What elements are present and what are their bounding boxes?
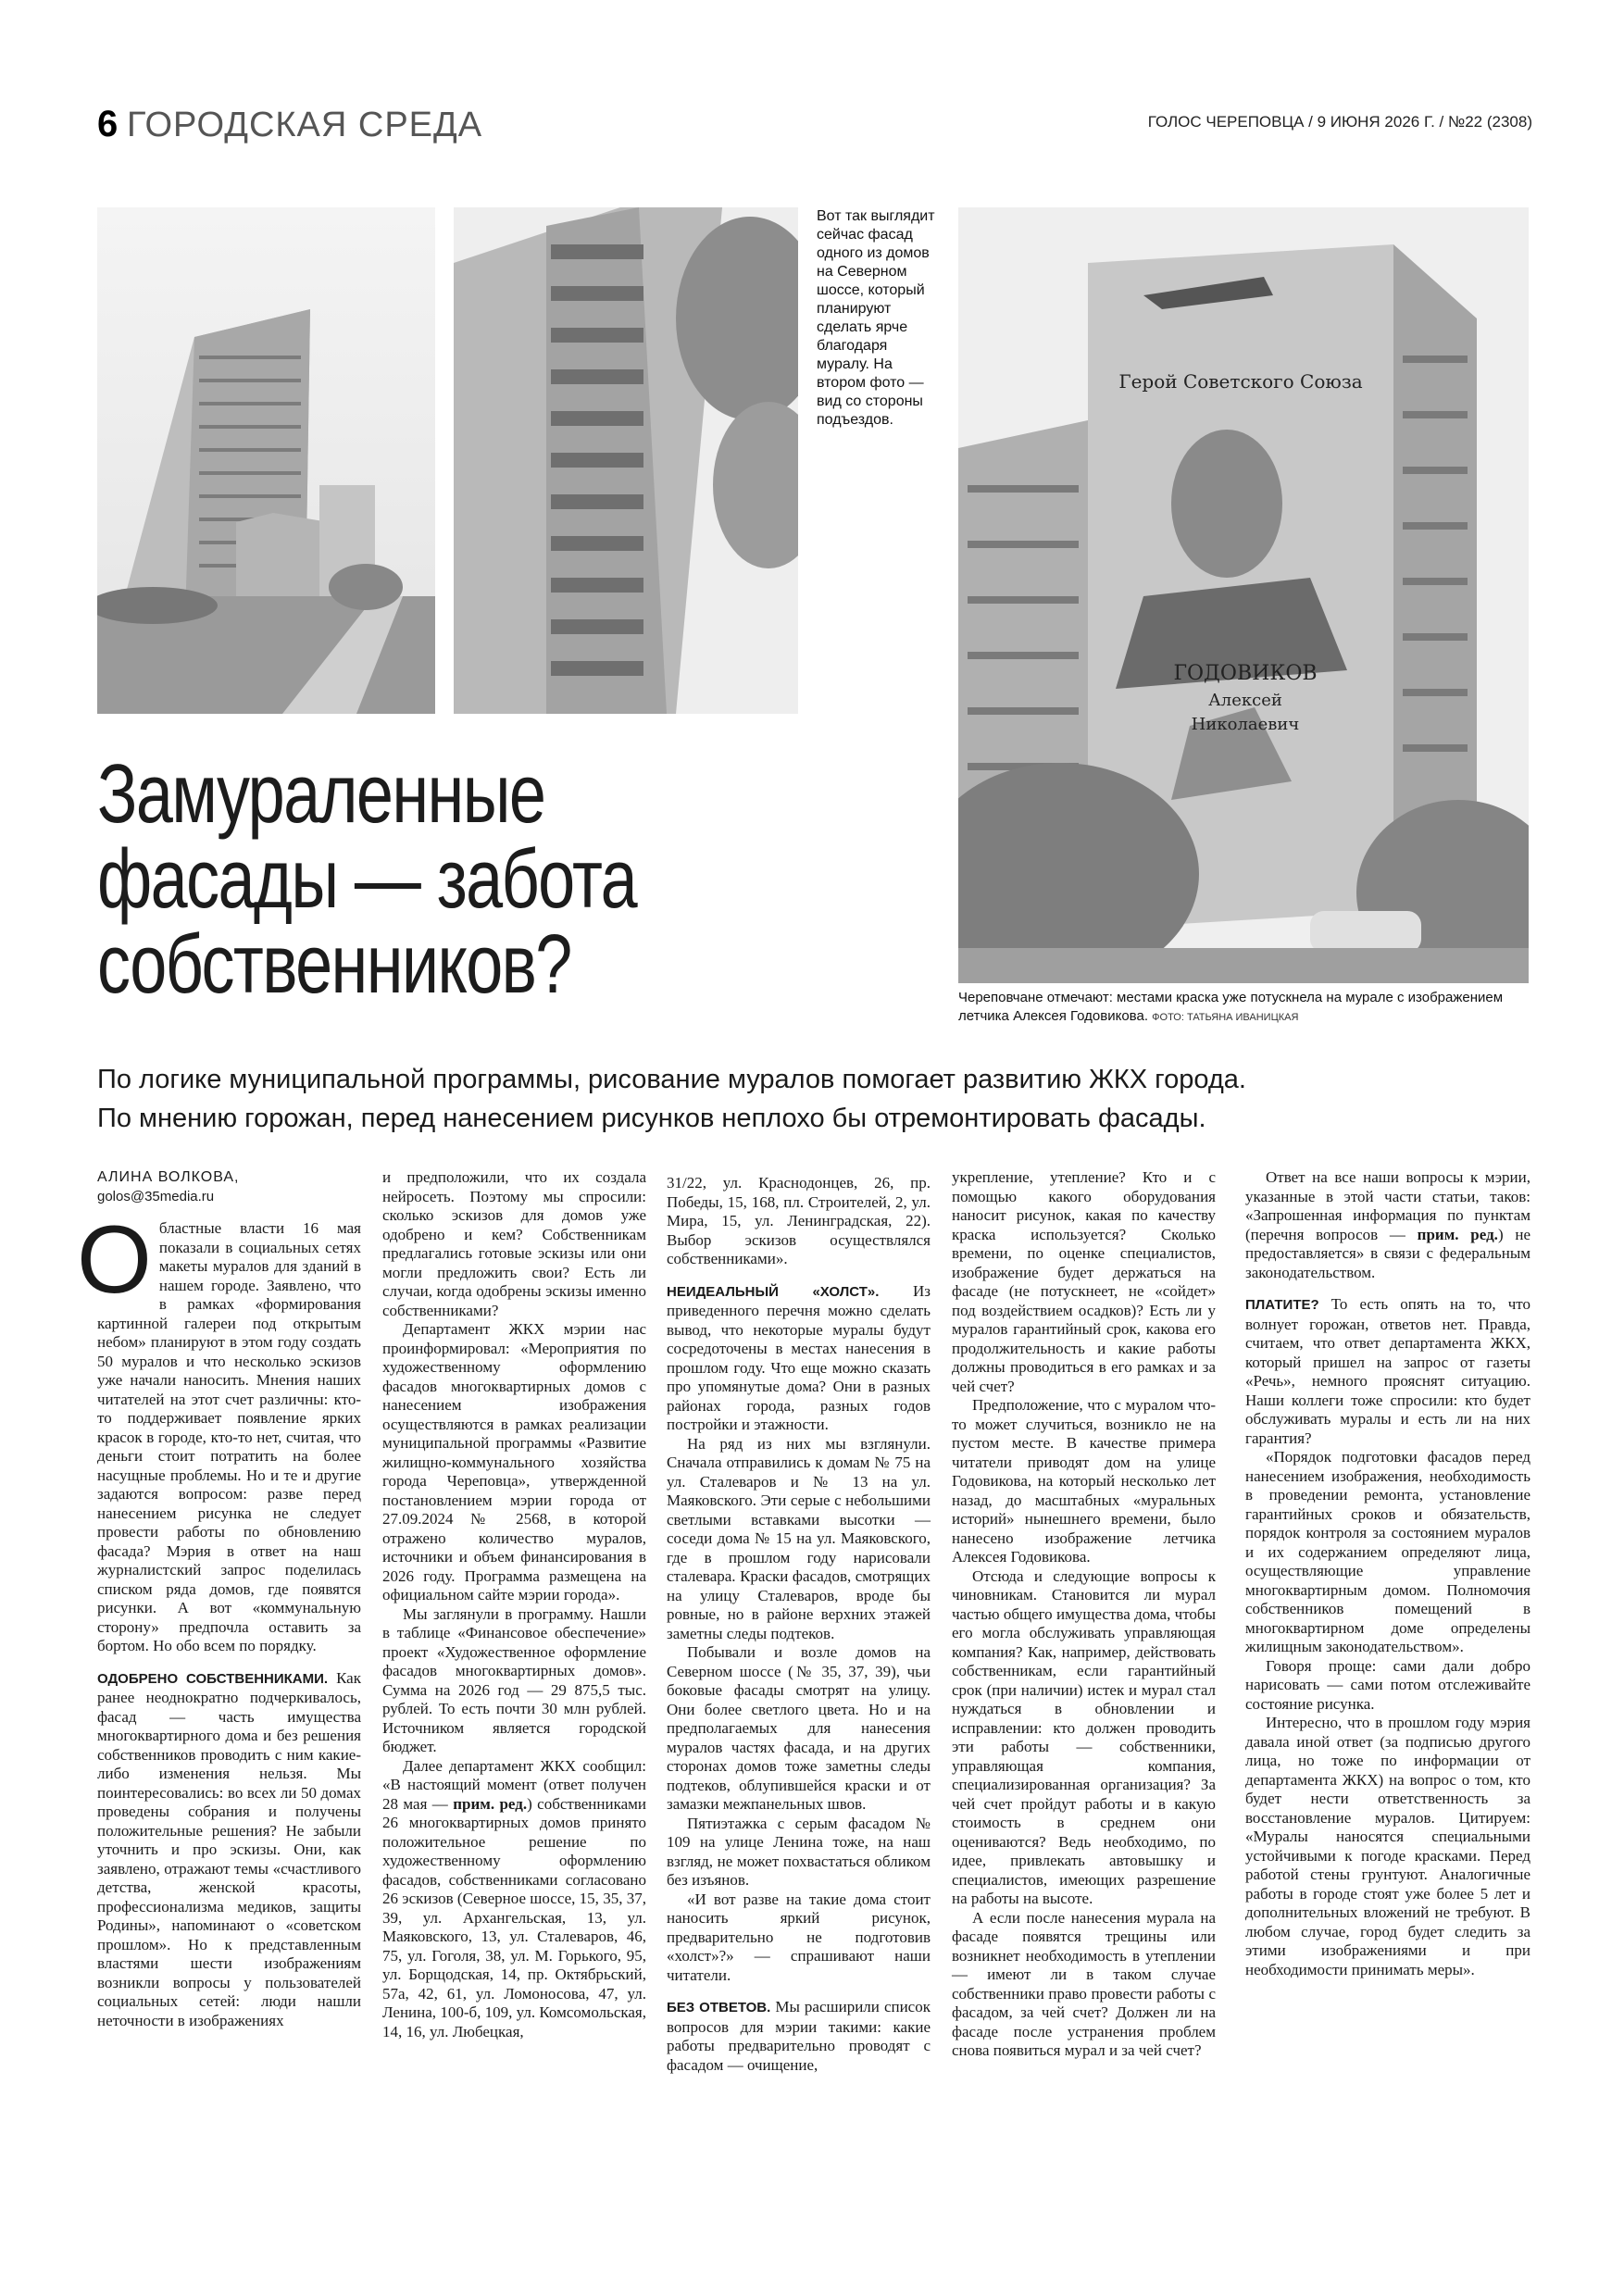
section-title: ГОРОДСКАЯ СРЕДА [127, 106, 483, 144]
main-caption-text: Череповчане отмечают: местами краска уже потускнела на мурале с изображением летчика Алексея Годовикова. [958, 990, 1504, 1024]
article-column-4 [952, 1168, 1216, 2061]
paragraph: Далее департамент ЖКХ сообщил: «В настоящий момент (ответ получен 28 мая — прим. ред.) собственниками 26 многоквартирных домов принято положительное решение по художественному оформлению фасадов, собственниками согласовано 26 эскизов (Северное шоссе, 15, 35, 37, 39, ул. Архангельская, 13, ул. Маяковского, 13, ул. Сталеваров, 46, 75, ул. Гоголя, 38, ул. М. Горького, 95, ул. Борщодская, 14, пр. Октябрьский, 57а, 42, 61, ул. Ломоносова, 47, ул. Ленина, 100-б, 109, ул. Комсомольская, 14, 16, ул. Любецкая, [382, 1756, 647, 2040]
paragraph: и предположили, что их создала нейросеть. Поэтому мы спросили: сколько эскизов для домов уже одобрено и кем? Собственникам предлагались готовые эскизы или они могли предложить свои? Есть ли случаи, когда одобрены эскизы именно собственниками? [382, 1168, 646, 1319]
paragraph: ПЛАТИТЕ? То есть опять на то, что волнует горожан, ответов нет. Правда, считаем, что ответ департамента ЖКХ, который пришел на запрос от газеты «Речь», немного прояснят ситуацию. Наши коллеги тоже спросили: кто будет обслуживать муралы и есть ли на них гарантия? [1245, 1295, 1530, 1447]
paragraph: Предположение, что с муралом что-то может случиться, возникло не на пустом месте. В качестве примера читатели приводят дом на улице Годовикова, на который несколько лет назад, до масштабных «муральных историй» нынешнего времени, было нанесено изображение летчика Алексея Годовикова. [952, 1396, 1216, 1566]
article-column-1 [77, 1168, 361, 2030]
paragraph: Побывали и возле домов на Северном шоссе (№ 35, 37, 39), чьи боковые фасады смотрят на улицу. Они более светлого цвета. Но и на предполагаемых для нанесения муралов частях фасада, и на других сторонах домов тоже заметны следы подтеков, облупившейся краски и от замазки межпанельных швов. [667, 1643, 931, 1813]
paragraph: БЕЗ ОТВЕТОВ. Мы расширили список вопросов для мэрии такими: какие работы предварительно проводят с фасадом — очищение, [667, 1998, 931, 2074]
subheading: ОДОБРЕНО СОБСТВЕННИКАМИ. [97, 1670, 329, 1687]
article-column-2 [382, 1168, 646, 2041]
page-header [97, 104, 1532, 150]
photo-main-caption [958, 989, 1532, 1027]
headline-line: Замураленные [97, 748, 545, 841]
paragraph: НЕИДЕАЛЬНЫЙ «ХОЛСТ». Из приведенного перечня можно сделать вывод, что некоторые муралы будут сосредоточены в местах нанесения в прошлом году. Что еще можно сказать про упомянутые дома? Они в разных районах города, разных годов постройки и этажности. [667, 1281, 931, 1433]
headline-line: собственников? [97, 918, 571, 1011]
paragraph: ОДОБРЕНО СОБСТВЕННИКАМИ. Как ранее неоднократно подчеркивалось, фасад — часть имущества многоквартирного дома и без решения собственников проводить с ним какие-либо изменения нельзя. Мы поинтересовались: во всех ли 50 домах проведены собрания и получены положительные решения? Не забыли уточнить и про эскизы. Они, как заявлено, отражают темы «счастливого детства, женской красоты, профессионализма медиков, защиты Родины», напоминают о «советском прошлом». Но к представленным властями шести изображениям возникли вопросы у пользователей социальных сетей: люди нашли неточности в изображениях [97, 1668, 361, 2029]
paragraph: Ответ на все наши вопросы к мэрии, указанные в этой части статьи, таков: «Запрошенная информация по пунктам (перечня вопросов — прим. ред.) не предоставляется» в связи с федеральным законодательством. [1245, 1168, 1530, 1281]
lead-line: По мнению горожан, перед нанесением рисунков неплохо бы отремонтировать фасады. [97, 1104, 1206, 1133]
paragraph: Говоря проще: сами дали добро нарисовать — сами потом отслеживайте состояние рисунка. [1245, 1656, 1530, 1713]
photo-credit: ФОТО: ТАТЬЯНА ИВАНИЦКАЯ [1152, 1012, 1299, 1023]
headline-line: фасады — забота [97, 833, 637, 926]
subheading: ПЛАТИТЕ? [1245, 1297, 1319, 1313]
subheading: НЕИДЕАЛЬНЫЙ «ХОЛСТ». [667, 1283, 880, 1300]
author-byline: АЛИНА ВОЛКОВА, [97, 1169, 240, 1185]
subheading: БЕЗ ОТВЕТОВ. [667, 2000, 771, 2015]
paragraph: Пятиэтажка с серым фасадом № 109 на улице Ленина тоже, на наш взгляд, не может похвастаться обликом без изъянов. [667, 1814, 931, 1889]
paragraph: 31/22, ул. Краснодонцев, 26, пр. Победы, 15, 168, пл. Строителей, 2, ул. Мира, 15, ул. Ленинградская, 22). Выбор эскизов осуществлялся собственниками». [667, 1174, 931, 1267]
paragraph: укрепление, утепление? Кто и с помощью какого оборудования наносит рисунок, какая по качеству краска используется? Сколько времени, по оценке специалистов, изображение будет держаться на фасаде (не потускнеет, не «сойдет» под воздействием осадков)? Есть ли у муралов гарантийный срок, какова его продолжительность и какие работы должны проводиться в его рамках и за чей счет? [952, 1168, 1216, 1395]
article-headline [97, 748, 764, 1011]
author-email[interactable]: golos@35media.ru [97, 1188, 215, 1204]
drop-cap: О [77, 1206, 152, 1314]
article-column-5 [1245, 1168, 1530, 1979]
masthead: ГОЛОС ЧЕРЕПОВЦА / 9 ИЮНЯ 2026 Г. / №22 (2308) [1147, 113, 1532, 131]
paragraph: Мы заглянули в программу. Нашли в таблице «Финансовое обеспечение» проект «Художественное оформление фасадов многоквартирных домов». Сумма на 2026 год — 29 875,5 тыс. рублей. То есть почти 30 млн рублей. Источником является городской бюджет. [382, 1604, 646, 1755]
lead-line: По логике муниципальной программы, рисование муралов помогает развитию ЖКХ города. [97, 1065, 1246, 1094]
mural-text-name: Алексей [1208, 691, 1282, 710]
paragraph: Отсюда и следующие вопросы к чиновникам. Становится ли мурал частью общего имущества дома, чтобы его могла обслуживать управляющая компания? Как, например, действовать собственникам, если гарантийный срок (при наличии) истек и мурал стал нуждаться в обновлении и исправлении: кто должен проводить эти работы — собственники, управляющая компания, специализированная организация? За чей счет пройдут работы и в какую стоимость в среднем они оцениваются? Ведь необходимо, по идее, привлекать автовышку и специалистов, имеющих разрешение на работы на высоте. [952, 1566, 1216, 1907]
paragraph: Департамент ЖКХ мэрии нас проинформировал: «Мероприятия по художественному оформлению фасадов многоквартирных домов с нанесением изображения осуществляются в рамках реализации муниципальной программы «Развитие жилищно-коммунального хозяйства города Череповца», утвержденной постановлением мэрии города от 27.09.2024 № 2568, в которой отражено количество муралов, источники и объем финансирования в 2026 году. Программа размещена на официальном сайте мэрии города». [382, 1320, 646, 1603]
article-column-3 [667, 1174, 931, 2075]
paragraph: «И вот разве на такие дома стоит наносить яркий рисунок, предварительно не подготовив «холст»?» — спрашивают наши читатели. [667, 1890, 931, 1984]
mural-text-surname: ГОДОВИКОВ [1173, 662, 1318, 685]
photo-side-caption: Вот так выглядит сейчас фасад одного из домов на Северном шоссе, который планируют сделать ярче благодаря муралу. На втором фото — вид со стороны подъездов. [817, 208, 935, 428]
mural-text-hero: Герой Советского Союза [1118, 370, 1363, 393]
photo-building-street [97, 207, 435, 714]
paragraph: Интересно, что в прошлом году мэрия давала иной ответ (за подписью другого лица, но тоже по информации от департамента ЖКХ) на вопрос о том, кто будет нести ответственность за восстановление муралов. Цитируем: «Муралы наносятся специальными устойчивыми к погоде красками. Перед работой стены грунтуют. Аналогичные работы в городе стоят уже более 5 лет и дополнительных вложений не требуют. В любом случае, город будет следить за этими изображениями и при необходимости принимать меры». [1245, 1714, 1530, 1978]
photo-mural-godovikov [958, 207, 1529, 983]
page-number: 6 [97, 104, 119, 144]
mural-text-patronymic: Николаевич [1191, 715, 1300, 734]
paragraph: А если после нанесения мурала на фасаде появятся трещины или возникнет необходимость в утеплении — имеют ли в таком случае собственники право провести работы с фасадом, за чей счет? Должен ли на фасаде после устранения проблем снова появиться мурал и за чей счет? [952, 1908, 1216, 2059]
paragraph: На ряд из них мы взглянули. Сначала отправились к домам № 75 на ул. Сталеваров и № 13 на ул. Маяковского. Эти серые с небольшими светлыми вставками высотки — соседи дома № 15 на ул. Маяковского, где в прошлом году нарисовали сталевара. Краски фасадов, смотрящих на улицу Сталеваров, вроде бы ровные, но в районе верхних этажей заметны следы подтеков. [667, 1434, 931, 1642]
article-lead [97, 1060, 1532, 1138]
paragraph: Областные власти 16 мая показали в социальных сетях макеты муралов для зданий в нашем городе. Заявлено, что в рамках «формирования картинной галереи под открытым небом» планируют в этом году создать 50 муралов и что несколько эскизов уже начали наносить. Мнения наших читателей на этот счет различны: кто-то поддерживает появление ярких красок в городе, кто-то нет, считая, что деньги стоит потратить на более насущные проблемы. Но и те и другие задаются вопросом: разве перед нанесением рисунка не следует провести работы по обновлению фасада? Мэрия в ответ на наш журналистский запрос поделилась списком ряда домов, где появятся рисунки. А вот «коммунальную сторону» предпочла оставить за бортом. Но обо всем по порядку. [77, 1206, 361, 1654]
photo-building-entrances [454, 207, 798, 714]
paragraph: «Порядок подготовки фасадов перед нанесением изображения, необходимость в проведении ремонта, установление гарантийных сроков и обязательств, порядок контроля за состоянием муралов и их содержанием определяют лица, осуществляющие управление многоквартирным домом. Полномочия собственников помещений в многоквартирном доме определены жилищным законодательством». [1245, 1448, 1530, 1655]
